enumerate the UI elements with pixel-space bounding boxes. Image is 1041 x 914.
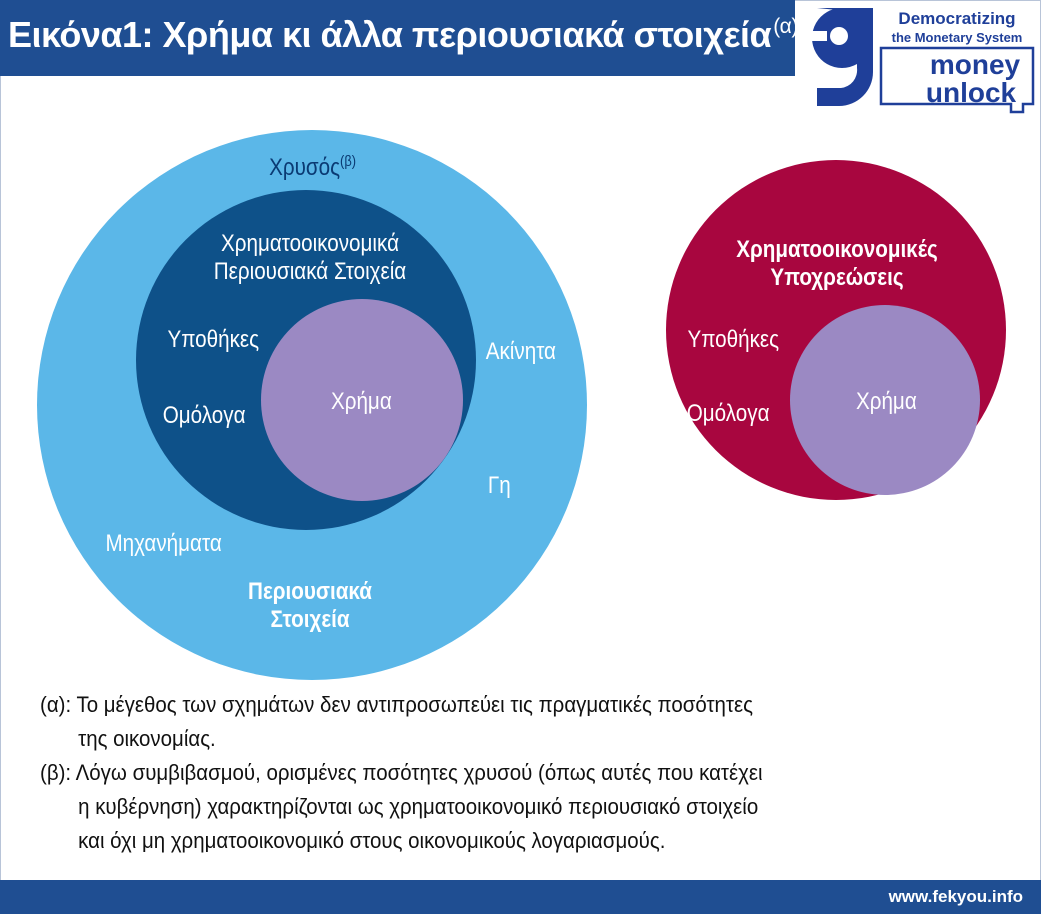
header-bar: [0, 0, 798, 76]
label-money-liabilities: Χρήμα: [855, 388, 917, 415]
logo-word-money: money: [929, 49, 1021, 80]
label-financial-liabilities: Χρηματοοικονομικές Υποχρεώσεις: [736, 236, 938, 291]
figure-title: [8, 14, 798, 56]
logo-tagline-line1: Democratizing: [898, 9, 1016, 28]
label-mortgages-assets: Υποθήκες: [167, 326, 260, 353]
footnotes: [40, 688, 1030, 858]
label-financial-assets: Χρηματοοικονομικά Περιουσιακά Στοιχεία: [213, 230, 407, 285]
label-bonds-liabilities: Ομόλογα: [686, 400, 770, 427]
label-bonds-assets: Ομόλογα: [162, 402, 246, 429]
figure-title-text: Εικόνα1: Χρήμα κι άλλα περιουσιακά στοιχεία: [8, 14, 772, 55]
label-property: Ακίνητα: [485, 338, 556, 365]
footer-bar: [0, 880, 1041, 914]
label-gold: Χρυσός$^{(\beta)}$: [269, 153, 357, 181]
footnote-a: [40, 688, 961, 756]
label-machinery: Μηχανήματα: [105, 530, 222, 557]
title-footnote-marker: (α): [773, 15, 798, 38]
assets-liabilities-diagram: [0, 80, 1041, 680]
logo-word-unlock: unlock: [925, 77, 1017, 108]
logo-tagline-line2: the Monetary System: [891, 30, 1023, 45]
footer-url[interactable]: www.fekyou.info: [888, 887, 1023, 906]
label-money-assets: Χρήμα: [330, 388, 392, 415]
footnote-b-line3: και όχι μη χρηματοοικονομικό στους οικονομικούς λογαριασμούς.: [78, 828, 666, 853]
label-land: Γη: [487, 472, 511, 499]
footnote-a-line2: της οικονομίας.: [78, 726, 216, 751]
footnote-a-line1: (α): Το μέγεθος των σχημάτων δεν αντιπροσωπεύει τις πραγματικές ποσότητες: [40, 692, 753, 717]
footnote-b-line2: η κυβέρνηση) χαρακτηρίζονται ως χρηματοοικονομικό περιουσιακό στοιχείο: [78, 794, 759, 819]
footnote-b: [40, 756, 961, 858]
label-assets: Περιουσιακά Στοιχεία: [248, 578, 372, 633]
label-mortgages-liabilities: Υποθήκες: [687, 326, 780, 353]
footnote-b-line1: (β): Λόγω συμβιβασμού, ορισμένες ποσότητες χρυσού (όπως αυτές που κατέχει: [40, 760, 763, 785]
